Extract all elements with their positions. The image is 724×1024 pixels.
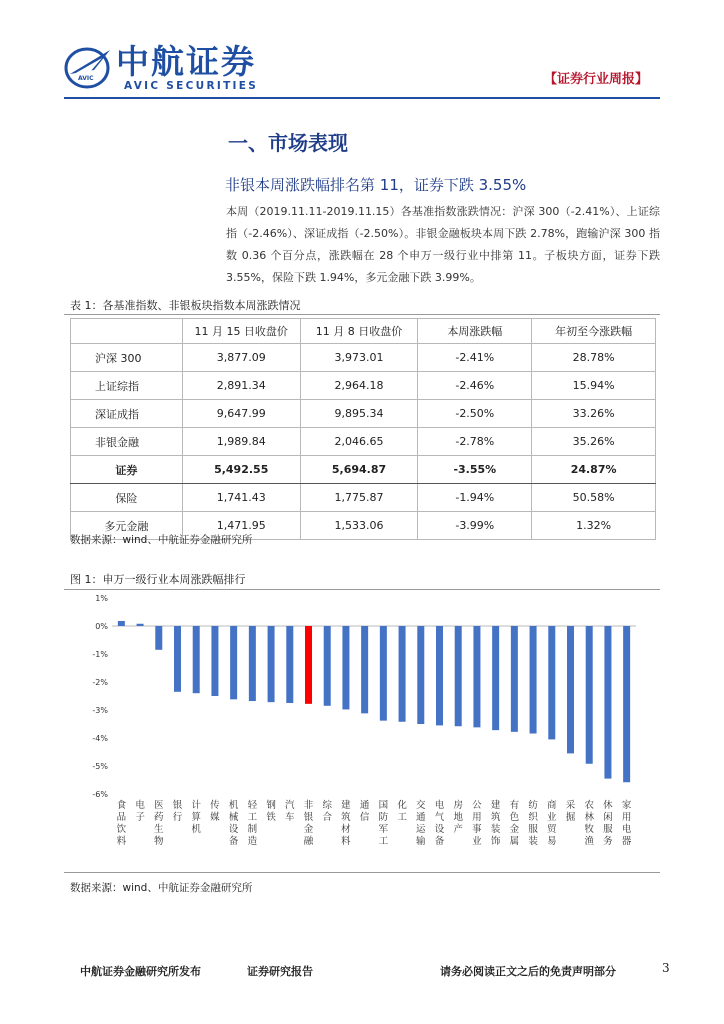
x-category-label: 商业贸易 xyxy=(547,800,557,847)
x-category-label: 房地产 xyxy=(453,800,463,835)
x-category-label: 银行 xyxy=(172,800,183,823)
x-category-label: 建筑装饰 xyxy=(490,800,501,847)
close-1108-cell: 2,046.65 xyxy=(300,428,418,456)
section-body-text: 本周（2019.11.11-2019.11.15）各基准指数涨跌情况：沪深 300（-2.41%）、上证综指（-2.46%）、深证成指（-2.50%）。非银金融板块本周下跌 2.78%，跑输沪深 300 指数 0.36 个百分点，涨跌幅在 28 个申万一级行业中排第 11。子板块方面，证券下跌 3.55%，保险下跌 1.94%，多元金融下跌 3.99%。 xyxy=(226,205,660,284)
close-1115-cell: 3,877.09 xyxy=(182,344,300,372)
section-title: 一、市场表现 xyxy=(228,131,348,155)
table-source-note: 数据来源：wind、中航证券金融研究所 xyxy=(70,534,253,546)
x-category-label: 汽车 xyxy=(285,800,295,823)
table-header-cell: 11 月 15 日收盘价 xyxy=(182,319,300,344)
ytd-change-cell: 1.32% xyxy=(532,512,656,540)
table-caption: 表 1：各基准指数、非银板块指数本周涨跌情况 xyxy=(70,299,301,312)
bar-24 xyxy=(567,626,574,753)
bar-13 xyxy=(361,626,368,713)
bar-15 xyxy=(399,626,406,722)
bar-9 xyxy=(286,626,293,703)
row-name-cell: 非银金融 xyxy=(71,428,183,456)
week-change-cell: -2.78% xyxy=(418,428,532,456)
bar-17 xyxy=(436,626,443,725)
close-1115-cell: 1,471.95 xyxy=(182,512,300,540)
ytd-change-cell: 50.58% xyxy=(532,484,656,512)
bar-8 xyxy=(268,626,275,702)
ytd-change-cell: 33.26% xyxy=(532,400,656,428)
row-name-cell: 证券 xyxy=(71,456,183,484)
table-row xyxy=(71,372,656,400)
row-name-cell: 沪深 300 xyxy=(71,344,183,372)
x-category-label: 建筑材料 xyxy=(341,800,351,847)
x-category-label: 钢铁 xyxy=(266,800,276,823)
x-category-label: 综合 xyxy=(322,800,332,823)
bar-6 xyxy=(230,626,237,699)
figure-bottom-divider xyxy=(64,872,660,873)
figure-caption: 图 1：申万一级行业本周涨跌幅排行 xyxy=(70,573,246,586)
logo-english-name: AVIC SECURITIES xyxy=(124,80,259,92)
bar-10 xyxy=(305,626,312,704)
week-change-cell: -1.94% xyxy=(418,484,532,512)
close-1108-cell: 2,964.18 xyxy=(300,372,418,400)
page-number: 3 xyxy=(662,961,670,975)
x-category-label: 轻工制造 xyxy=(247,800,258,847)
row-name-cell: 保险 xyxy=(71,484,183,512)
table-header-row xyxy=(71,319,656,344)
x-category-label: 通信 xyxy=(359,800,370,823)
x-category-label: 计算机 xyxy=(191,800,201,835)
bar-20 xyxy=(492,626,499,730)
y-tick-label: 0% xyxy=(95,622,108,631)
table-row xyxy=(71,400,656,428)
x-category-label: 电气设备 xyxy=(434,800,445,847)
header-divider xyxy=(64,97,660,99)
y-tick-label: -3% xyxy=(92,706,108,715)
row-name-cell: 上证综指 xyxy=(71,372,183,400)
ytd-change-cell: 28.78% xyxy=(532,344,656,372)
x-category-label: 传媒 xyxy=(210,800,220,823)
avic-logo-icon xyxy=(64,44,114,90)
bar-4 xyxy=(193,626,200,693)
x-category-label: 家用电器 xyxy=(621,800,632,847)
bar-1 xyxy=(137,624,144,626)
bar-5 xyxy=(211,626,218,696)
x-category-label: 医药生物 xyxy=(154,800,164,847)
bar-26 xyxy=(604,626,611,779)
bar-19 xyxy=(473,626,480,727)
bar-11 xyxy=(324,626,331,706)
table-top-divider xyxy=(64,314,660,315)
table-row xyxy=(71,484,656,512)
report-type-label: 【证券行业周报】 xyxy=(543,72,648,87)
table-row xyxy=(71,344,656,372)
y-tick-label: -6% xyxy=(92,790,108,799)
table-header-cell: 本周涨跌幅 xyxy=(418,319,532,344)
x-category-label: 电子 xyxy=(135,800,145,823)
close-1115-cell: 1,989.84 xyxy=(182,428,300,456)
bar-27 xyxy=(623,626,630,782)
x-category-label: 休闲服务 xyxy=(603,800,613,847)
bar-16 xyxy=(417,626,424,724)
bar-12 xyxy=(342,626,349,709)
section-subtitle: 非银本周涨跌幅排名第 11，证券下跌 3.55% xyxy=(225,176,527,194)
y-tick-label: 1% xyxy=(95,594,108,603)
bar-23 xyxy=(548,626,555,739)
footer-report-kind: 证券研究报告 xyxy=(247,965,313,978)
figure-source-note: 数据来源：wind、中航证券金融研究所 xyxy=(70,882,253,894)
bar-2 xyxy=(155,626,162,650)
y-tick-label: -1% xyxy=(92,650,108,659)
footer-publisher: 中航证券金融研究所发布 xyxy=(80,965,201,978)
table-row-highlighted xyxy=(71,456,656,484)
bar-25 xyxy=(586,626,593,764)
table-header-cell: 年初至今涨跌幅 xyxy=(532,319,656,344)
index-performance-table xyxy=(70,318,656,540)
week-change-cell: -2.46% xyxy=(418,372,532,400)
bar-14 xyxy=(380,626,387,721)
week-change-cell: -2.50% xyxy=(418,400,532,428)
table-row xyxy=(71,428,656,456)
week-change-cell: -2.41% xyxy=(418,344,532,372)
close-1115-cell: 2,891.34 xyxy=(182,372,300,400)
x-category-label: 采掘 xyxy=(565,800,576,823)
ytd-change-cell: 15.94% xyxy=(532,372,656,400)
x-category-label: 国防军工 xyxy=(378,800,389,847)
close-1108-cell: 5,694.87 xyxy=(300,456,418,484)
close-1115-cell: 1,741.43 xyxy=(182,484,300,512)
ytd-change-cell: 24.87% xyxy=(532,456,656,484)
x-category-label: 有色金属 xyxy=(509,800,520,847)
bar-7 xyxy=(249,626,256,701)
x-category-label: 食品饮料 xyxy=(116,800,127,847)
x-category-label: 纺织服装 xyxy=(528,800,538,847)
week-change-cell: -3.99% xyxy=(418,512,532,540)
logo-chinese-name: 中航证券 xyxy=(116,42,256,81)
close-1115-cell: 9,647.99 xyxy=(182,400,300,428)
bar-22 xyxy=(530,626,537,734)
x-category-label: 农林牧渔 xyxy=(584,800,594,847)
footer-disclaimer: 请务必阅读正文之后的免责声明部分 xyxy=(440,965,616,978)
table-header-cell xyxy=(71,319,183,344)
x-category-label: 非银金融 xyxy=(303,800,314,847)
bar-0 xyxy=(118,621,125,626)
logo-badge-text: AVIC xyxy=(78,75,94,82)
close-1115-cell: 5,492.55 xyxy=(182,456,300,484)
close-1108-cell: 1,533.06 xyxy=(300,512,418,540)
row-name-cell: 深证成指 xyxy=(71,400,183,428)
table-header-cell: 11 月 8 日收盘价 xyxy=(300,319,418,344)
bar-21 xyxy=(511,626,518,732)
x-category-label: 公用事业 xyxy=(472,800,482,847)
y-tick-label: -5% xyxy=(92,762,108,771)
close-1108-cell: 1,775.87 xyxy=(300,484,418,512)
x-category-label: 交通运输 xyxy=(416,800,426,847)
industry-weekly-change-chart xyxy=(64,590,660,880)
y-tick-label: -2% xyxy=(92,678,108,687)
close-1108-cell: 9,895.34 xyxy=(300,400,418,428)
week-change-cell: -3.55% xyxy=(418,456,532,484)
row-name-cell: 多元金融 xyxy=(71,512,183,540)
x-category-label: 化工 xyxy=(397,800,407,823)
x-category-label: 机械设备 xyxy=(228,800,239,847)
bar-18 xyxy=(455,626,462,726)
close-1108-cell: 3,973.01 xyxy=(300,344,418,372)
bar-3 xyxy=(174,626,181,692)
y-tick-label: -4% xyxy=(92,734,108,743)
ytd-change-cell: 35.26% xyxy=(532,428,656,456)
